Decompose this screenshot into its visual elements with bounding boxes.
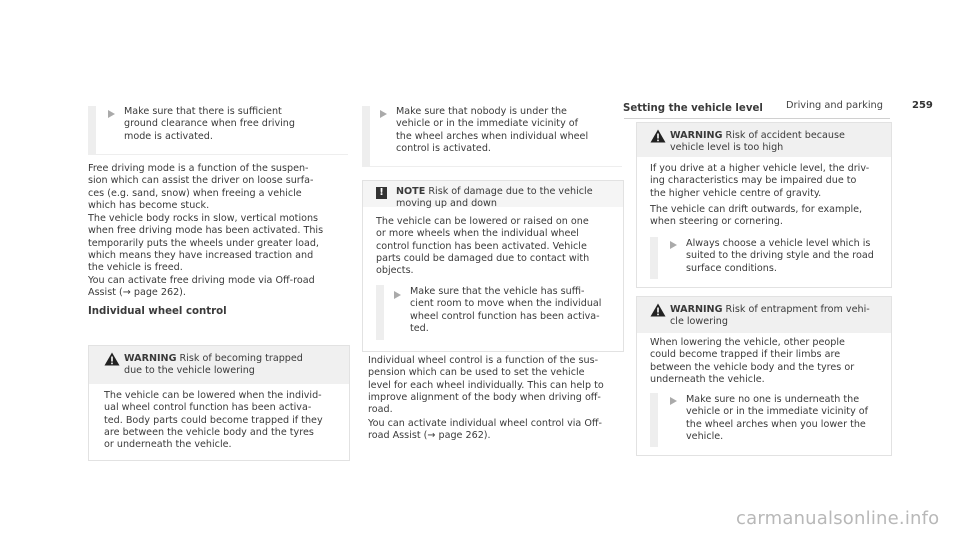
paragraph: The vehicle body rocks in slow, vertical motions when free driving mode has been activated. This temporarily puts the wheels under greater load, which means they have increased traction and the vehicle is freed. (88, 213, 324, 274)
bullet-rule (362, 166, 622, 167)
warning-body: If you drive at a higher vehicle level, the driv- ing characteristics may be impaired due to the higher vehicle centre of gravity. (650, 163, 870, 199)
warning-triangle-icon (104, 352, 120, 366)
exclamation-icon: ! (376, 187, 387, 199)
warning-triangle-icon (650, 129, 666, 143)
section-heading: Setting the vehicle level (623, 103, 763, 114)
warning-body: The vehicle can be lowered when the individ- ual wheel control function has been activa- ted. Body parts could become trapped if they are between the vehicle body and the tyres or underneath the vehicle. (104, 390, 323, 451)
bullet-bar (362, 106, 370, 166)
bullet-text: Make sure no one is underneath the vehicle or in the immediate vicinity of the wheel arches when you lower the vehicle. (686, 394, 869, 442)
paragraph: You can activate individual wheel control via Off- road Assist (→ page 262). (368, 418, 602, 442)
warning-label: WARNING (124, 353, 177, 364)
header-rule (624, 118, 890, 119)
section-heading: Individual wheel control (88, 306, 227, 317)
bullet-arrow-icon (670, 241, 677, 249)
note-bullet-text: Make sure that the vehicle has suffi- cient room to move when the individual wheel control function has been activa- ted. (410, 286, 602, 334)
bullet-rule (88, 154, 348, 155)
bullet-bar (376, 285, 384, 340)
bullet-bar (650, 237, 658, 279)
warning-title: WARNING Risk of becoming trapped due to the vehicle lowering (124, 353, 303, 377)
warning-title: WARNING Risk of entrapment from vehi- cle lowering (670, 304, 870, 328)
bullet-text: Make sure that nobody is under the vehicle or in the immediate vicinity of the wheel arches when individual wheel control is activated. (396, 106, 589, 154)
bullet-arrow-icon (670, 397, 677, 405)
warning-label: WARNING (670, 130, 723, 141)
warning-body: The vehicle can drift outwards, for example, when steering or cornering. (650, 204, 863, 228)
bullet-arrow-icon (108, 110, 115, 118)
watermark: carmanualsonline.info (736, 508, 940, 529)
bullet-bar (650, 393, 658, 447)
note-label: NOTE (396, 186, 426, 197)
section-header: Driving and parking (786, 100, 883, 111)
bullet-bar (88, 106, 96, 154)
warning-body: When lowering the vehicle, other people could become trapped if their limbs are between the vehicle body and the tyres or underneath the vehicle. (650, 337, 855, 385)
note-body: The vehicle can be lowered or raised on one or more wheels when the individual wheel control function has been activated. Vehicle parts could be damaged due to contact with objects. (376, 216, 590, 277)
bullet-text: Always choose a vehicle level which is suited to the driving style and the road surface conditions. (686, 238, 874, 274)
warning-title: WARNING Risk of accident because vehicle level is too high (670, 130, 845, 154)
warning-label: WARNING (670, 304, 723, 315)
warning-triangle-icon (650, 303, 666, 317)
paragraph: You can activate free driving mode via Off-road Assist (→ page 262). (88, 275, 315, 299)
note-title: NOTE Risk of damage due to the vehicle moving up and down (396, 186, 593, 210)
page-number: 259 (912, 100, 933, 111)
bullet-arrow-icon (394, 291, 401, 299)
bullet-arrow-icon (380, 110, 387, 118)
paragraph: Free driving mode is a function of the suspen- sion which can assist the driver on loose surfa- ces (e.g. sand, snow) when freeing a vehicle which has become stuck. (88, 163, 314, 211)
bullet-text: Make sure that there is sufficient ground clearance when free driving mode is activated. (124, 106, 295, 142)
paragraph: Individual wheel control is a function of the sus- pension which can be used to set the vehicle level for each wheel individually. This can help to improve alignment of the body when driving off- road. (368, 355, 604, 416)
